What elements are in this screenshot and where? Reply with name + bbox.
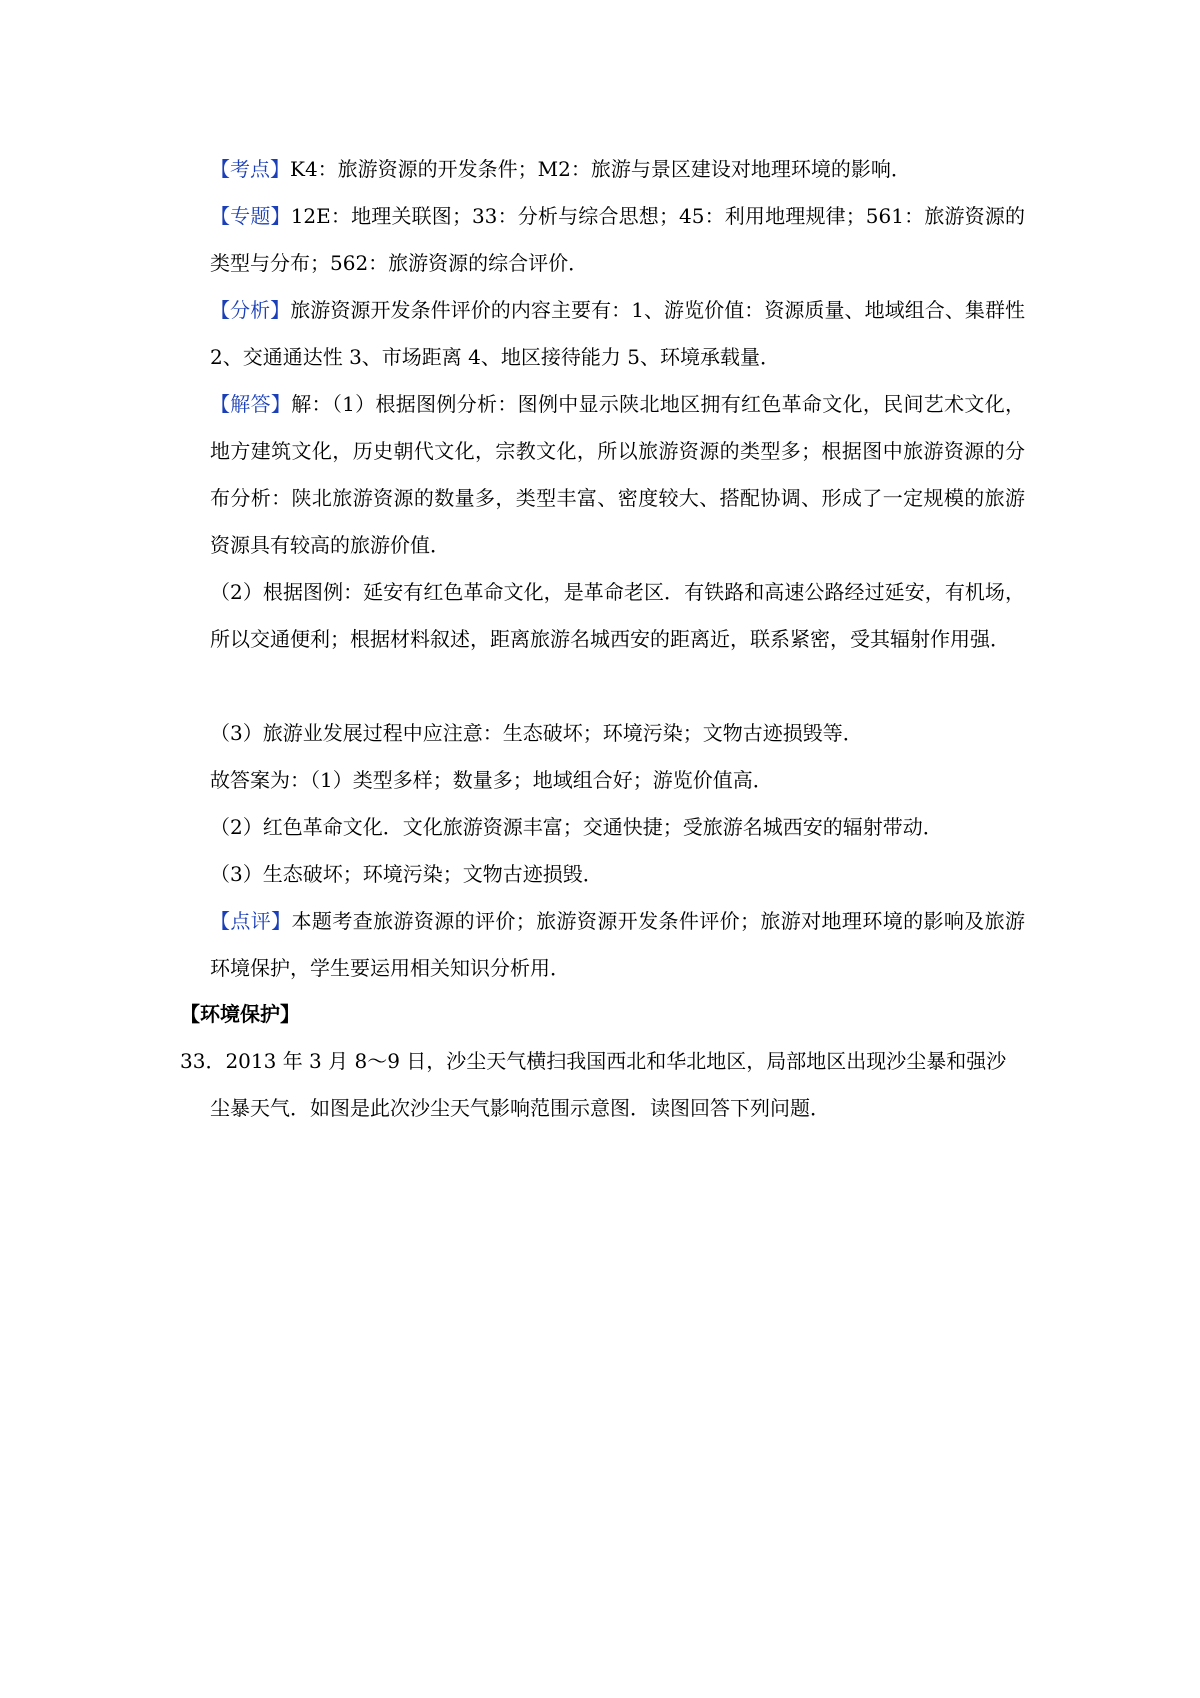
question-33-text: 33．2013 年 3 月 8～9 日，沙尘天气横扫我国西北和华北地区，局部地区出现沙尘暴和强沙尘暴天气．如图是此次沙尘天气影响范围示意图．读图回答下列问题． — [180, 1049, 1007, 1120]
jieda-part3: （3）旅游业发展过程中应注意：生态破坏；环境污染；文物古迹损毁等． — [210, 721, 863, 745]
fenxi-paragraph — [210, 287, 1025, 381]
zhuanti-text: 12E：地理关联图；33：分析与综合思想；45：利用地理规律；561：旅游资源的类型与分布；562：旅游资源的综合评价． — [210, 204, 1026, 275]
question-33 — [180, 1038, 1025, 1132]
kaodian-tag: 【考点】 — [210, 157, 290, 181]
fenxi-text: 旅游资源开发条件评价的内容主要有：1、游览价值：资源质量、地域组合、集群性 2、交通通达性 3、市场距离 4、地区接待能力 5、环境承载量． — [210, 298, 1025, 369]
fenxi-tag: 【分析】 — [210, 298, 291, 322]
jieda-tag: 【解答】 — [210, 392, 292, 416]
section-title: 【环境保护】 — [180, 1002, 300, 1026]
dianping-text: 本题考查旅游资源的评价；旅游资源开发条件评价；旅游对地理环境的影响及旅游环境保护，学生要运用相关知识分析用． — [210, 909, 1026, 980]
dianping-paragraph — [210, 898, 1025, 992]
answer-part3: （3）生态破坏；环境污染；文物古迹损毁． — [210, 862, 603, 886]
dianping-tag: 【点评】 — [210, 909, 292, 933]
zhuanti-paragraph — [210, 193, 1025, 287]
kaodian-text: K4：旅游资源的开发条件；M2：旅游与景区建设对地理环境的影响． — [290, 157, 911, 181]
jieda-part2: （2）根据图例：延安有红色革命文化，是革命老区．有铁路和高速公路经过延安，有机场，所以交通便利；根据材料叙述，距离旅游名城西安的距离近，联系紧密，受其辐射作用强． — [210, 580, 1025, 651]
answer-part2: （2）红色革命文化．文化旅游资源丰富；交通快捷；受旅游名城西安的辐射带动． — [210, 815, 943, 839]
kaodian-paragraph — [210, 146, 1025, 193]
zhuanti-tag: 【专题】 — [210, 204, 291, 228]
answer-intro: 故答案为：（1）类型多样；数量多；地域组合好；游览价值高． — [210, 768, 773, 792]
jieda-text: 解：（1）根据图例分析：图例中显示陕北地区拥有红色革命文化，民间艺术文化，地方建筑文化，历史朝代文化，宗教文化，所以旅游资源的类型多；根据图中旅游资源的分布分析：陕北旅游资源的数量多，类型丰富、密度较大、搭配协调、形成了一定规模的旅游资源具有较高的旅游价值． — [210, 392, 1025, 557]
jieda-paragraph — [210, 381, 1025, 569]
